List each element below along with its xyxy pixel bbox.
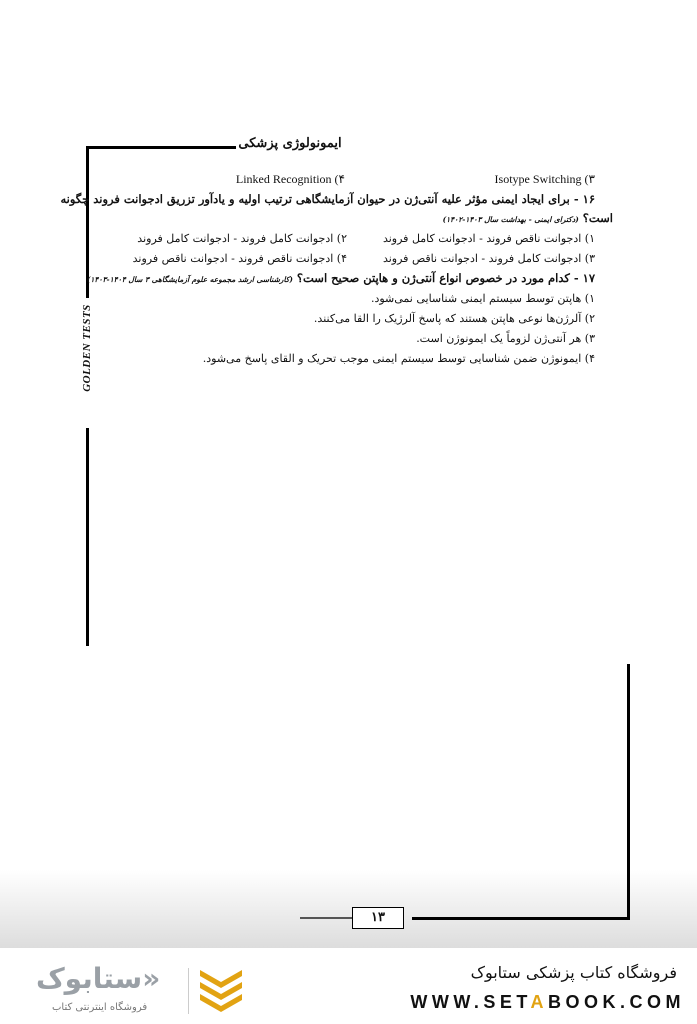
q16-option-2[interactable]: ۲) ادجوانت کامل فروند - ادجوانت کامل فروند [137,232,347,245]
question-17-number: ۱۷ - [573,271,595,285]
question-17-text: کدام مورد در خصوص انواع آنتی‌ژن و هاپتن صحیح است؟ [296,271,570,285]
frame-right-line [627,664,630,920]
q16-option-4[interactable]: ۴) ادجوانت ناقص فروند - ادجوانت ناقص فروند [132,252,347,265]
question-16-line2 [443,211,613,225]
page-number: ۱۳ [352,907,404,929]
page-number-left-line [300,917,352,919]
store-url[interactable] [410,992,685,1013]
q17-option-2[interactable]: ۲) آلرژن‌ها نوعی هاپتن هستند که پاسخ آلرژیک را القا می‌کنند. [313,312,595,325]
bottom-shadow [0,870,697,950]
logo-text: «ستابوک [36,962,161,995]
store-url-part2: BOOK.COM [548,992,685,1012]
question-17-line [87,271,595,285]
logo-subtext: فروشگاه اینترنتی کتاب [52,1002,148,1013]
question-16-line1 [60,192,595,206]
question-17-source: (کارشناسی ارشد مجموعه علوم آزمایشگاهی ۳ سال ۱۴۰۴-۱۴۰۳) [86,275,293,284]
frame-top-line [86,146,236,149]
frame-left-line-lower [86,428,89,646]
q16-option-1[interactable]: ۱) ادجوانت ناقص فروند - ادجوانت کامل فروند [382,232,595,245]
prev-option-3: ۳) Isotype Switching [494,172,595,186]
question-16-text: برای ایجاد ایمنی مؤثر علیه آنتی‌ژن در حیوان آزمایشگاهی ترتیب اولیه و یادآور تزریق ادجوانت فروند چگونه [60,192,570,206]
store-name: فروشگاه کتاب پزشکی ستابوک [470,963,677,982]
question-16-number: ۱۶ - [573,192,595,206]
prev-option-4: ۴) Linked Recognition [235,172,345,186]
store-url-part1: WWW.SET [410,992,531,1012]
logo-divider [188,968,189,1014]
q17-option-3[interactable]: ۳) هر آنتی‌ژن لزوماً یک ایمونوژن است. [416,332,595,345]
store-url-highlight: A [530,992,548,1012]
question-16-text-end: است؟ [582,211,613,225]
q17-option-4[interactable]: ۴) ایمونوژن ضمن شناسایی توسط سیستم ایمنی موجب تحریک و القای پاسخ می‌شود. [202,352,595,365]
book-stack-logo-icon [196,962,246,1012]
q17-option-1[interactable]: ۱) هاپتن توسط سیستم ایمنی شناسایی نمی‌شود. [370,292,595,305]
q16-option-3[interactable]: ۳) ادجوانت کامل فروند - ادجوانت ناقص فروند [382,252,595,265]
chapter-title: ایمونولوژی پزشکی [238,136,342,151]
question-16-source: (دکترای ایمنی - بهداشت سال ۱۴۰۳-۱۴۰۲) [442,215,579,224]
frame-bottom-line [412,917,630,920]
side-label: GOLDEN TESTS [81,304,93,392]
